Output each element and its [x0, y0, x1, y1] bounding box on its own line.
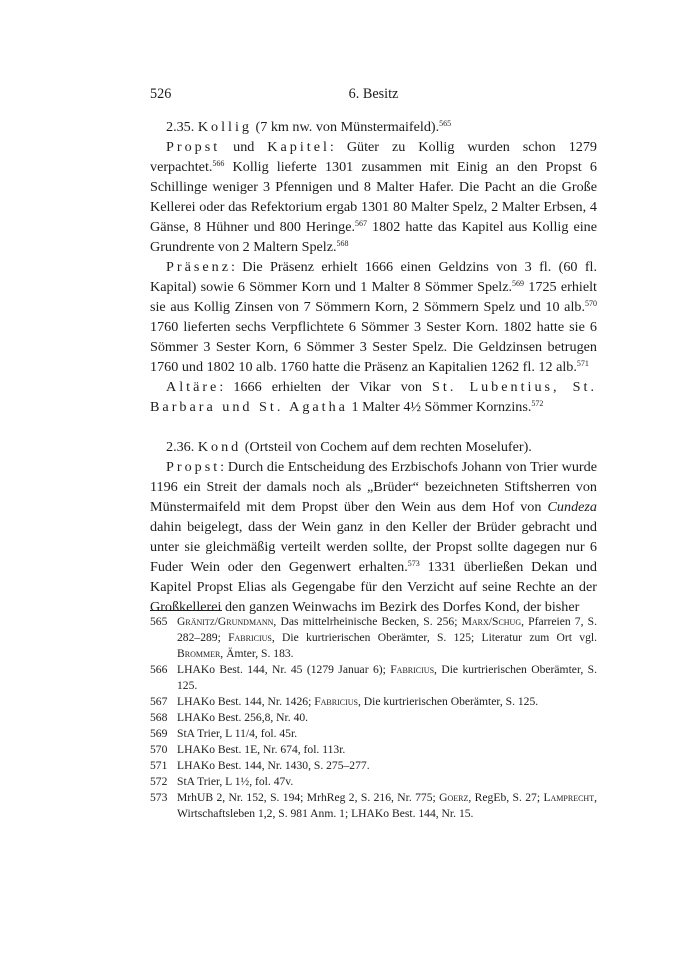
paragraph: Propst: Durch die Entscheidung des Erzbischofs Johann von Trier wurde 1196 ein Streit der damals noch als „Brüder“ bezeichneten Stiftsherren von Münstermaifeld mit dem Propst über den Wein aus dem Hof von Cundeza dahin beigelegt, dass der Wein ganz in den Keller der Brüder gebracht und unter sie gleichmäßig verteilt werden sollte, der Propst sollte dagegen nur 6 Fuder Wein oder den Gegenwert erhalten.$^{573}$ 1331 überließen Dekan und Kapitel Propst Elias als Gegengabe für den Verzicht auf seine Rechte an der Großkellerei den ganzen Weinwachs im Bezirk des Dorfes Kond, der bisher	[150, 459, 598, 615]
footnote-text: MrhUB 2, Nr. 152, S. 194; MrhReg 2, S. 216, Nr. 775; Goerz, RegEb, S. 27; Lamprecht, Wirtschaftsleben 1,2, S. 981 Anm. 1; LHAKo Best. 144, Nr. 15.	[177, 791, 597, 820]
paragraph: Propst und Kapitel: Güter zu Kollig wurden schon 1279 verpachtet.$^{566}$ Kollig lieferte 1301 zusammen mit Einig an den Propst 6 Schillinge weniger 3 Pfennigen und 8 Malter Hafer. Die Pacht an die Große Kellerei oder das Refektorium ergab 1301 80 Malter Spelz, 2 Malter Erbsen, 4 Gänse, 8 Hühner und 800 Heringe.$^{567}$ 1802 hatte das Kapitel aus Kollig eine Grundrente von 2 Maltern Spelz.$^{568}$	[150, 139, 597, 255]
footnote-item	[150, 758, 597, 774]
footnote-number: 570	[150, 743, 168, 756]
footnote-ref: 570	[585, 299, 597, 308]
footnote-item	[150, 694, 597, 710]
footnote-text: LHAKo Best. 144, Nr. 1430, S. 275–277.	[177, 759, 370, 772]
footnote-text: LHAKo Best. 144, Nr. 1426; Fabricius, Die kurtrierischen Oberämter, S. 125.	[177, 695, 539, 708]
footnote-item	[150, 710, 597, 726]
footnote-ref: 565	[439, 119, 452, 128]
page-number: 526	[150, 86, 172, 102]
footnote-number: 572	[150, 775, 168, 788]
footnote-text: LHAKo Best. 256,8, Nr. 40.	[177, 711, 309, 724]
footnote-text: StA Trier, L 1½, fol. 47v.	[177, 775, 294, 788]
footnote-item	[150, 662, 597, 694]
footnote-text: StA Trier, L 11/4, fol. 45r.	[177, 727, 298, 740]
footnote-ref: 571	[576, 359, 589, 368]
footnote-item	[150, 790, 597, 822]
section-heading-2-36: 2.36. Kond (Ortsteil von Cochem auf dem rechten Moselufer).	[166, 439, 532, 455]
section-heading-2-35: 2.35. Kollig (7 km nw. von Münstermaifeld).$^{565}$	[166, 119, 452, 135]
footnote-number: 565	[150, 615, 168, 628]
footnote-text: LHAKo Best. 144, Nr. 45 (1279 Januar 6); Fabricius, Die kurtrierischen Oberämter, S. 125.	[177, 663, 597, 692]
footnote-ref: 572	[531, 399, 544, 408]
footnote-number: 567	[150, 695, 168, 708]
footnote-number: 566	[150, 663, 168, 676]
footnote-divider	[150, 610, 222, 611]
footnote-text: Gränitz/Grundmann, Das mittelrheinische Becken, S. 256; Marx/Schug, Pfarreien 7, S. 282–289; Fabricius, Die kurtrierischen Oberämter, S. 125; Literatur zum Ort vgl. Brommer, Ämter, S. 183.	[177, 615, 598, 660]
footnote-ref: 566	[212, 159, 225, 168]
footnotes	[150, 614, 597, 822]
main-text	[150, 117, 597, 617]
footnote-ref: 569	[512, 279, 525, 288]
footnote-item	[150, 614, 597, 662]
footnote-ref: 567	[355, 219, 368, 228]
footnote-number: 568	[150, 711, 168, 724]
footnote-number: 571	[150, 759, 168, 772]
paragraph: Altäre: 1666 erhielten der Vikar von St. Lubentius, St. Barbara und St. Agatha 1 Malter 4½ Sömmer Kornzins.$^{572}$	[150, 379, 597, 415]
footnote-item	[150, 726, 597, 742]
footnote-item	[150, 742, 597, 758]
place-name: Kond	[197, 439, 242, 455]
footnote-text: LHAKo Best. 1E, Nr. 674, fol. 113r.	[177, 743, 346, 756]
footnote-ref: 573	[407, 559, 420, 568]
place-name: Kollig	[197, 119, 252, 135]
paragraph: Präsenz: Die Präsenz erhielt 1666 einen Geldzins von 3 fl. (60 fl. Kapital) sowie 6 Sömmer Korn und 1 Malter 8 Sömmer Spelz.$^{569}$ 1725 erhielt sie aus Kollig Zinsen von 7 Sömmern Korn, 2 Sömmern Spelz und 10 alb.$^{570}$ 1760 lieferten sechs Verpflichtete 6 Sömmer 3 Sester Korn. 1802 hatte sie 6 Sömmer 3 Sester Korn, 6 Sömmer 3 Sester Spelz. Die Geldzinsen betrugen 1760 und 1802 10 alb. 1760 hatte die Präsenz an Kapitalien 1262 fl. 12 alb.$^{571}$	[150, 259, 597, 375]
running-header	[150, 86, 597, 106]
footnote-number: 573	[150, 791, 168, 804]
footnote-ref: 568	[336, 239, 349, 248]
chapter-title: 6. Besitz	[348, 86, 399, 102]
footnote-number: 569	[150, 727, 168, 740]
footnote-item	[150, 774, 597, 790]
